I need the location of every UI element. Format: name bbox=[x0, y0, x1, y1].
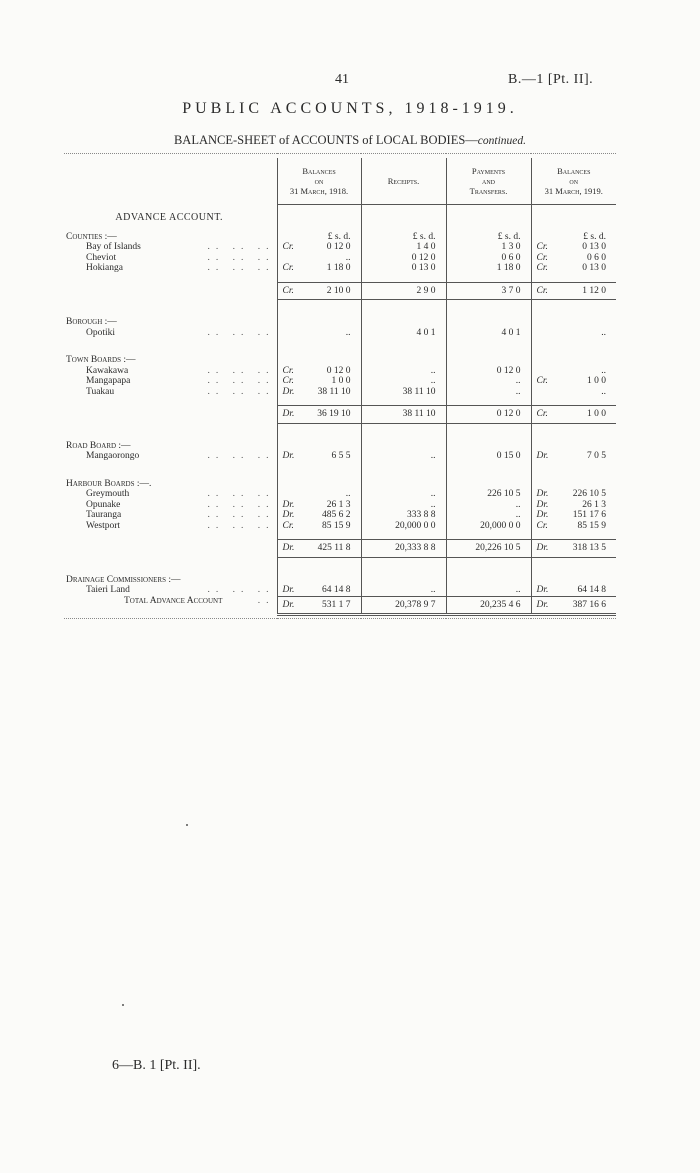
entity-name: Hokianga bbox=[86, 263, 123, 273]
table-row: Taieri Land .. .. .. Dr. 64 14 8 .. .. Dr. 64 14 8 bbox=[64, 585, 616, 596]
group-heading-row: Counties :— £ s. d. £ s. d. £ s. d. £ s. d. bbox=[64, 232, 616, 243]
entity-name: Kawakawa bbox=[86, 365, 129, 376]
receipts-cell: 1 4 0 bbox=[361, 242, 446, 253]
table-row: Tauranga .. .. .. Dr. 485 6 2 333 8 8 .. Dr. 151 17 6 bbox=[64, 510, 616, 521]
payments-cell: .. bbox=[446, 387, 531, 398]
balance-1919-cell: Dr. 7 0 5 bbox=[531, 451, 616, 462]
payments-cell: 20,235 4 6 bbox=[446, 596, 531, 615]
balance-1918-cell: Dr. 36 19 10 bbox=[277, 406, 361, 424]
balance-1919-cell: Dr. 151 17 6 bbox=[531, 510, 616, 521]
payments-cell: 1 3 0 bbox=[446, 242, 531, 253]
header-balances-1919: Balances on 31 March, 1919. bbox=[531, 158, 616, 205]
receipts-cell: .. bbox=[361, 366, 446, 377]
balance-1918-cell: Dr. 64 14 8 bbox=[277, 585, 361, 596]
group-heading-row bbox=[64, 575, 616, 586]
page-number: 41 bbox=[335, 72, 349, 87]
group-label: Drainage Commissioners :— bbox=[66, 574, 181, 585]
balance-1919-cell: Dr. 26 1 3 bbox=[531, 500, 616, 511]
receipts-cell: 0 13 0 bbox=[361, 263, 446, 274]
entity-name: Mangapapa bbox=[86, 376, 131, 386]
balance-1918-cell: Cr. 2 10 0 bbox=[277, 282, 361, 300]
receipts-cell: 20,000 0 0 bbox=[361, 521, 446, 532]
grand-total-row: Total Advance Account .. Dr. 531 1 7 20,378 9 7 20,235 4 6 Dr. 387 16 6 bbox=[64, 596, 616, 615]
receipts-cell: 333 8 8 bbox=[361, 510, 446, 521]
section-title: ADVANCE ACCOUNT. bbox=[115, 212, 224, 223]
balance-1918-cell: Dr. 26 1 3 bbox=[277, 500, 361, 511]
entity-name: Tauranga bbox=[86, 510, 122, 520]
table-row: Cheviot .. .. .. .. 0 12 0 0 6 0 Cr. 0 6 0 bbox=[64, 253, 616, 264]
balance-1919-cell: Dr. 387 16 6 bbox=[531, 596, 616, 615]
payments-cell: .. bbox=[446, 500, 531, 511]
entity-name: Tuakau bbox=[86, 386, 115, 397]
balance-1918-cell: Dr. 6 5 5 bbox=[277, 451, 361, 462]
receipts-cell: .. bbox=[361, 500, 446, 511]
balance-1919-cell: Dr. 318 13 5 bbox=[531, 540, 616, 558]
balance-1918-cell: Cr. 1 18 0 bbox=[277, 263, 361, 274]
subtotal-row bbox=[64, 282, 616, 300]
speck bbox=[122, 1004, 124, 1006]
balance-1918-cell: .. bbox=[277, 328, 361, 339]
receipts-cell: 4 0 1 bbox=[361, 328, 446, 339]
balance-1919-cell: Cr. 0 13 0 bbox=[531, 242, 616, 253]
balance-1919-cell: Cr. 0 13 0 bbox=[531, 263, 616, 274]
entity-name: Cheviot bbox=[86, 252, 117, 263]
balance-1918-cell: Dr. 38 11 10 bbox=[277, 387, 361, 398]
payments-cell: 4 0 1 bbox=[446, 328, 531, 339]
balance-1918-cell: Dr. 531 1 7 bbox=[277, 596, 361, 615]
payments-cell: 0 12 0 bbox=[446, 366, 531, 377]
balance-sheet-table bbox=[64, 153, 616, 619]
table-row: Westport .. .. .. Cr. 85 15 9 20,000 0 0 20,000 0 0 Cr. 85 15 9 bbox=[64, 521, 616, 532]
receipts-cell: 0 12 0 bbox=[361, 253, 446, 264]
page-title: PUBLIC ACCOUNTS, 1918-1919. bbox=[182, 100, 518, 117]
group-heading-row bbox=[64, 441, 616, 452]
receipts-cell: 38 11 10 bbox=[361, 406, 446, 424]
payments-cell: .. bbox=[446, 376, 531, 387]
entity-name: Bay of Islands bbox=[86, 242, 141, 252]
group-label: Counties :— bbox=[66, 231, 117, 242]
balance-1919-cell: .. bbox=[531, 366, 616, 377]
group-label: Road Board :— bbox=[66, 440, 131, 451]
grand-total-label: Total Advance Account bbox=[124, 596, 223, 606]
payments-cell: 0 15 0 bbox=[446, 451, 531, 462]
balance-1918-cell: Cr. 85 15 9 bbox=[277, 521, 361, 532]
entity-name: Mangaorongo bbox=[86, 451, 140, 461]
table-row: Greymouth .. .. .. .. .. 226 10 5 Dr. 226 10 5 bbox=[64, 489, 616, 500]
payments-cell: 226 10 5 bbox=[446, 489, 531, 500]
balance-1918-cell: Cr. 0 12 0 bbox=[277, 242, 361, 253]
receipts-cell: 38 11 10 bbox=[361, 387, 446, 398]
entity-name: Opotiki bbox=[86, 327, 116, 338]
table-row: Kawakawa .. .. .. Cr. 0 12 0 .. 0 12 0 .. bbox=[64, 366, 616, 377]
payments-cell: 1 18 0 bbox=[446, 263, 531, 274]
group-heading-row bbox=[64, 479, 616, 490]
payments-cell: 20,000 0 0 bbox=[446, 521, 531, 532]
table-row: Opunake .. .. .. Dr. 26 1 3 .. .. Dr. 26 1 3 bbox=[64, 500, 616, 511]
balance-1919-cell: Cr. 1 0 0 bbox=[531, 406, 616, 424]
balance-1919-cell: Cr. 0 6 0 bbox=[531, 253, 616, 264]
group-label: Harbour Boards :—. bbox=[66, 478, 152, 489]
column-header-row bbox=[64, 158, 616, 205]
header-balances-1918: Balances on 31 March, 1918. bbox=[277, 158, 361, 205]
balance-1918-cell: Dr. 485 6 2 bbox=[277, 510, 361, 521]
page-footer: 6—B. 1 [Pt. II]. bbox=[112, 1058, 201, 1073]
table-row: Bay of Islands .. .. .. Cr. 0 12 0 1 4 0 1 3 0 Cr. 0 13 0 bbox=[64, 242, 616, 253]
group-label: Borough :— bbox=[66, 317, 117, 327]
header-receipts: Receipts. bbox=[361, 158, 446, 205]
balance-1918-cell: .. bbox=[277, 489, 361, 500]
group-heading-row bbox=[64, 317, 616, 328]
payments-cell: 0 6 0 bbox=[446, 253, 531, 264]
table-row: Opotiki .. .. .. .. 4 0 1 4 0 1 .. bbox=[64, 328, 616, 339]
group-label: Town Boards :— bbox=[66, 355, 136, 365]
table-row: Tuakau .. .. .. Dr. 38 11 10 38 11 10 .. .. bbox=[64, 387, 616, 398]
balance-1919-cell: .. bbox=[531, 387, 616, 398]
table-row: Hokianga .. .. .. Cr. 1 18 0 0 13 0 1 18 0 Cr. 0 13 0 bbox=[64, 263, 616, 274]
payments-cell: 20,226 10 5 bbox=[446, 540, 531, 558]
entity-name: Greymouth bbox=[86, 489, 130, 499]
balance-1918-cell: .. bbox=[277, 253, 361, 264]
balance-1919-cell: Dr. 64 14 8 bbox=[531, 585, 616, 596]
balance-1919-cell: Cr. 85 15 9 bbox=[531, 521, 616, 532]
receipts-cell: 2 9 0 bbox=[361, 282, 446, 300]
group-heading-row bbox=[64, 355, 616, 366]
receipts-cell: .. bbox=[361, 451, 446, 462]
entity-name: Opunake bbox=[86, 499, 121, 510]
balance-1919-cell: Cr. 1 12 0 bbox=[531, 282, 616, 300]
balance-1918-cell: Dr. 425 11 8 bbox=[277, 540, 361, 558]
balance-1918-cell: Cr. 1 0 0 bbox=[277, 376, 361, 387]
receipts-cell: 20,333 8 8 bbox=[361, 540, 446, 558]
subtitle-text: BALANCE-SHEET of ACCOUNTS of LOCAL BODIES— bbox=[173, 133, 478, 147]
payments-cell: .. bbox=[446, 510, 531, 521]
document-reference: B.—1 [Pt. II]. bbox=[508, 72, 594, 87]
subtotal-row bbox=[64, 406, 616, 424]
balance-1918-cell: Cr. 0 12 0 bbox=[277, 366, 361, 377]
payments-cell: .. bbox=[446, 585, 531, 596]
entity-name: Taieri Land bbox=[86, 585, 130, 595]
balance-1919-cell: .. bbox=[531, 328, 616, 339]
speck bbox=[186, 824, 188, 826]
header-payments-transfers: Payments and Transfers. bbox=[446, 158, 531, 205]
table-row: Mangapapa .. .. .. Cr. 1 0 0 .. .. Cr. 1 0 0 bbox=[64, 376, 616, 387]
table-row: Mangaorongo .. .. .. Dr. 6 5 5 .. 0 15 0 Dr. 7 0 5 bbox=[64, 451, 616, 462]
payments-cell: 0 12 0 bbox=[446, 406, 531, 424]
receipts-cell: 20,378 9 7 bbox=[361, 596, 446, 615]
entity-name: Westport bbox=[86, 520, 121, 531]
subtitle-continued: continued. bbox=[477, 135, 527, 147]
receipts-cell: .. bbox=[361, 585, 446, 596]
table-subtitle bbox=[0, 133, 700, 148]
subtotal-row bbox=[64, 540, 616, 558]
balance-1919-cell: Cr. 1 0 0 bbox=[531, 376, 616, 387]
payments-cell: 3 7 0 bbox=[446, 282, 531, 300]
receipts-cell: .. bbox=[361, 376, 446, 387]
balance-1919-cell: Dr. 226 10 5 bbox=[531, 489, 616, 500]
receipts-cell: .. bbox=[361, 489, 446, 500]
